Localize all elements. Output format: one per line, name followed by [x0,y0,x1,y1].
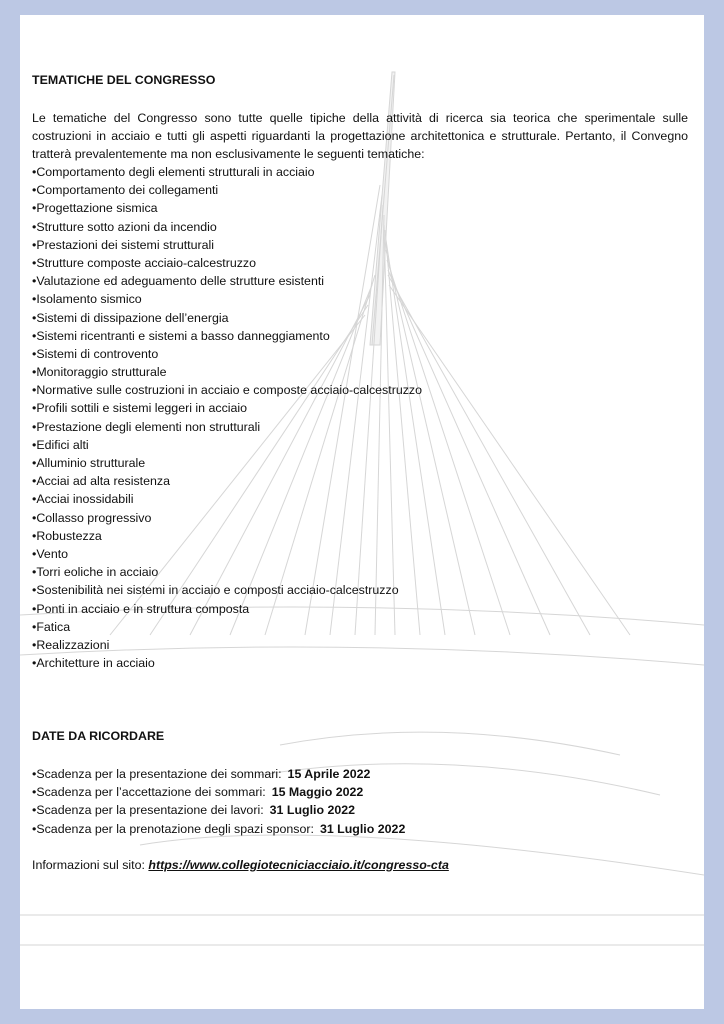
date-value: 31 Luglio 2022 [269,803,356,818]
list-item: • Alluminio strutturale [32,454,422,472]
list-item: • Sistemi ricentranti e sistemi a basso danneggiamento [32,327,422,345]
date-item [32,801,405,819]
list-item: • Edifici alti [32,436,422,454]
list-item: • Strutture composte acciaio-calcestruzzo [32,254,422,272]
date-label: Scadenza per l’accettazione dei sommari: [36,785,266,800]
dates-list [32,765,405,838]
date-item [32,765,405,783]
date-value: 31 Luglio 2022 [319,821,406,836]
list-item: • Valutazione ed adeguamento delle strutture esistenti [32,272,422,290]
topics-heading: TEMATICHE DEL CONGRESSO [32,73,216,87]
date-value: 15 Aprile 2022 [287,767,371,781]
date-label: Scadenza per la presentazione dei lavori: [36,803,264,818]
list-item: • Robustezza [32,527,422,545]
info-label: Informazioni sul sito: [32,858,145,872]
congress-website-link[interactable]: https://www.collegiotecniciacciaio.it/congresso-cta [148,858,449,872]
list-item: • Comportamento degli elementi strutturali in acciaio [32,163,422,181]
document-page [20,15,704,1009]
list-item: • Acciai ad alta resistenza [32,472,422,490]
date-item [32,783,405,801]
list-item: • Acciai inossidabili [32,490,422,508]
list-item: • Fatica [32,618,422,636]
info-line [32,856,449,874]
date-label: Scadenza per la presentazione dei sommari: [36,767,282,781]
list-item: • Collasso progressivo [32,509,422,527]
list-item: • Realizzazioni [32,636,422,654]
dates-heading: DATE DA RICORDARE [32,729,165,743]
list-item: • Torri eoliche in acciaio [32,563,422,581]
list-item: • Profili sottili e sistemi leggeri in acciaio [32,399,422,417]
list-item: • Architetture in acciaio [32,654,422,672]
list-item: • Ponti in acciaio e in struttura composta [32,600,422,618]
date-label: Scadenza per la prenotazione degli spazi sponsor: [36,821,314,836]
date-item [32,820,405,838]
list-item: • Comportamento dei collegamenti [32,181,422,199]
date-value: 15 Maggio 2022 [271,785,364,800]
list-item: • Sostenibilità nei sistemi in acciaio e composti acciaio-calcestruzzo [32,581,422,599]
list-item: • Isolamento sismico [32,290,422,308]
topics-intro: Le tematiche del Congresso sono tutte quelle tipiche della attività di ricerca sia teorica che sperimentale sulle costruzioni in acciaio e tutti gli aspetti riguardanti la progettazione architettonica e strutturale. Pertanto, il Convegno tratterà prevalentemente ma non esclusivamente le seguenti tematiche: [32,111,688,162]
list-item: • Prestazione degli elementi non strutturali [32,418,422,436]
list-item: • Vento [32,545,422,563]
list-item: • Sistemi di controvento [32,345,422,363]
list-item: • Prestazioni dei sistemi strutturali [32,236,422,254]
list-item: • Strutture sotto azioni da incendio [32,218,422,236]
list-item: • Monitoraggio strutturale [32,363,422,381]
list-item: • Sistemi di dissipazione dell’energia [32,309,422,327]
list-item: • Normative sulle costruzioni in acciaio e composte acciaio-calcestruzzo [32,381,422,399]
topics-list [32,163,422,672]
list-item: • Progettazione sismica [32,199,422,217]
